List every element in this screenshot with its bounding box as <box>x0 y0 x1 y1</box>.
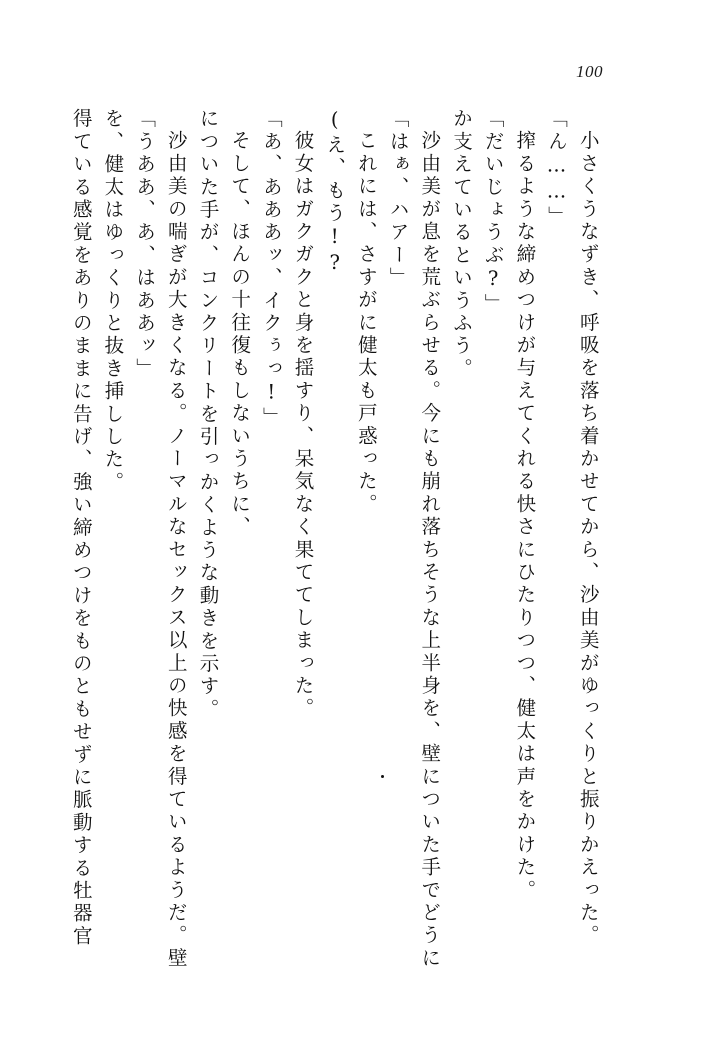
text-line: か支えているというふう。 <box>449 108 473 381</box>
text-line: 「あ、あああッ、イクぅっ!」 <box>259 108 283 430</box>
page-number: 100 <box>576 62 603 81</box>
text-line: を、健太はゆっくりと抜き挿しした。 <box>101 108 125 494</box>
text-line: 「うああ、あ、はああッ」 <box>133 108 157 381</box>
text-line: 小さくうなずき、呼吸を落ち着かせてから、沙由美がゆっくりと振りかえった。 <box>576 130 600 948</box>
text-line: 「はぁ、ハアー」 <box>386 108 410 290</box>
text-line: 沙由美が息を荒ぶらせる。今にも崩れ落ちそうな上半身を、壁についた手でどうに <box>418 130 442 970</box>
text-line: 沙由美の喘ぎが大きくなる。ノーマルなセックス以上の快感を得ているようだ。壁 <box>164 130 188 970</box>
ink-speck <box>381 775 384 778</box>
text-line: についた手が、コンクリートを引っかくような動きを示す。 <box>196 108 220 721</box>
text-line: 「ん……」 <box>545 108 568 229</box>
text-line: これには、さすがに健太も戸惑った。 <box>354 130 378 516</box>
text-line: そして、ほんの十往復もしないうちに、 <box>228 130 252 539</box>
text-line: (え、もう!? <box>323 108 347 278</box>
text-line: 得ている感覚をありのままに告げ、強い締めつけをものともせずに脈動する牡器官 <box>69 108 93 948</box>
text-line: 彼女はガクガクと身を揺すり、呆気なく果ててしまった。 <box>291 130 315 721</box>
text-line: 搾るような締めつけが与えてくれる快さにひたりつつ、健太は声をかけた。 <box>513 130 537 902</box>
vertical-text-body <box>59 108 659 970</box>
text-line: 「だいじょうぶ?」 <box>481 108 505 316</box>
